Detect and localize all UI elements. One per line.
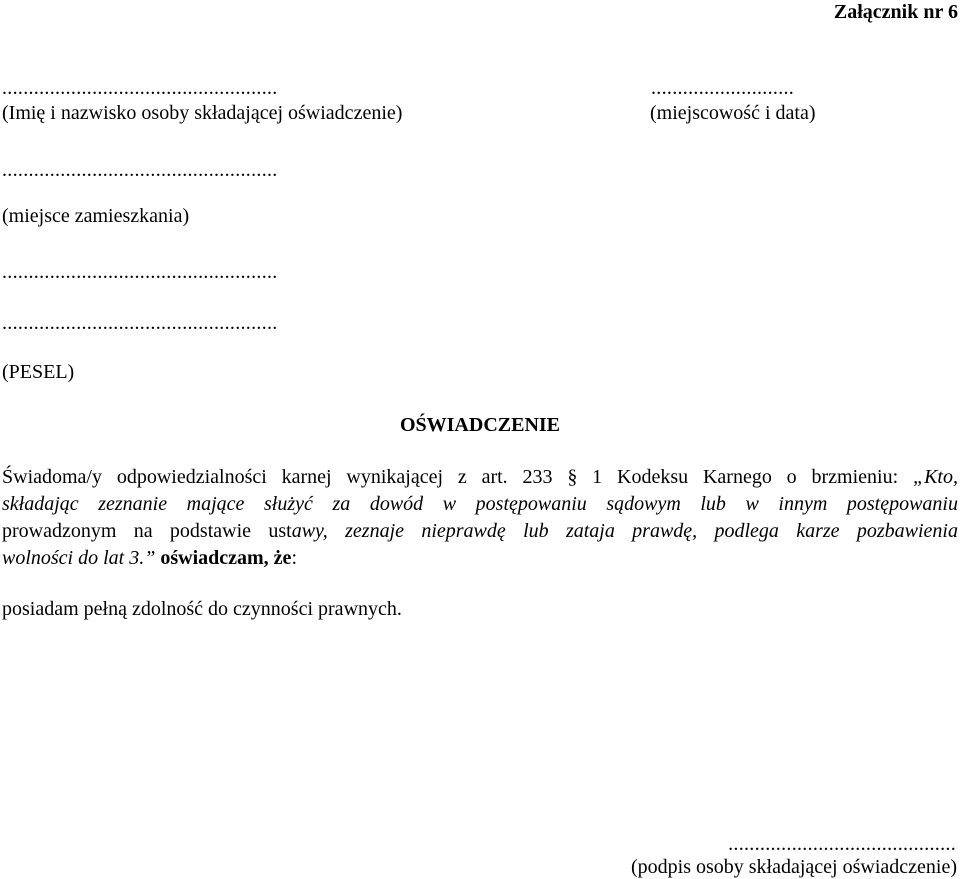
declaration-paragraph-line-4	[2, 546, 958, 570]
name-field-label: (Imię i nazwisko osoby składającej oświadczenie)	[2, 102, 403, 124]
declaration-quote-end: wolności do lat 3.”	[2, 547, 156, 569]
declaration-statement: oświadczam, że	[155, 547, 292, 569]
annex-label: Załącznik nr 6	[833, 1, 958, 23]
name-signature-line: ....................................................	[2, 77, 278, 99]
declaration-colon: :	[291, 547, 297, 569]
residence-line-2: ....................................................	[2, 261, 278, 283]
declaration-title: OŚWIADCZENIE	[399, 414, 561, 436]
signature-line: ...........................................	[728, 833, 956, 855]
declaration-quote: składając zeznanie mające służyć za dowód w postępowaniu sądowym lub w innym postępowaniu	[2, 493, 958, 515]
declaration-text: Świadoma/y odpowiedzialności karnej wynikającej z art. 233 § 1 Kodeksu Karnego o brzmieniu:	[2, 466, 913, 488]
capacity-statement: posiadam pełną zdolność do czynności prawnych.	[2, 598, 402, 620]
declaration-paragraph-line-2	[2, 492, 958, 516]
place-date-field-label: (miejscowość i data)	[650, 102, 816, 124]
signature-field-label: (podpis osoby składającej oświadczenie)	[630, 856, 957, 878]
residence-line: ....................................................	[2, 159, 278, 181]
declaration-text: prowadzonym na podstawie ust	[2, 520, 292, 542]
declaration-quote: awy, zeznaje nieprawdę lub zataja prawdę, podlega karze pozbawienia	[291, 520, 958, 542]
declaration-quote-start: „Kto,	[912, 466, 958, 488]
declaration-paragraph-line-1	[2, 465, 958, 489]
pesel-field-label: (PESEL)	[2, 361, 75, 383]
residence-field-label: (miejsce zamieszkania)	[2, 205, 190, 227]
place-date-line: ...........................	[651, 77, 795, 99]
pesel-line: ....................................................	[2, 312, 278, 334]
declaration-paragraph-line-3	[2, 519, 958, 543]
